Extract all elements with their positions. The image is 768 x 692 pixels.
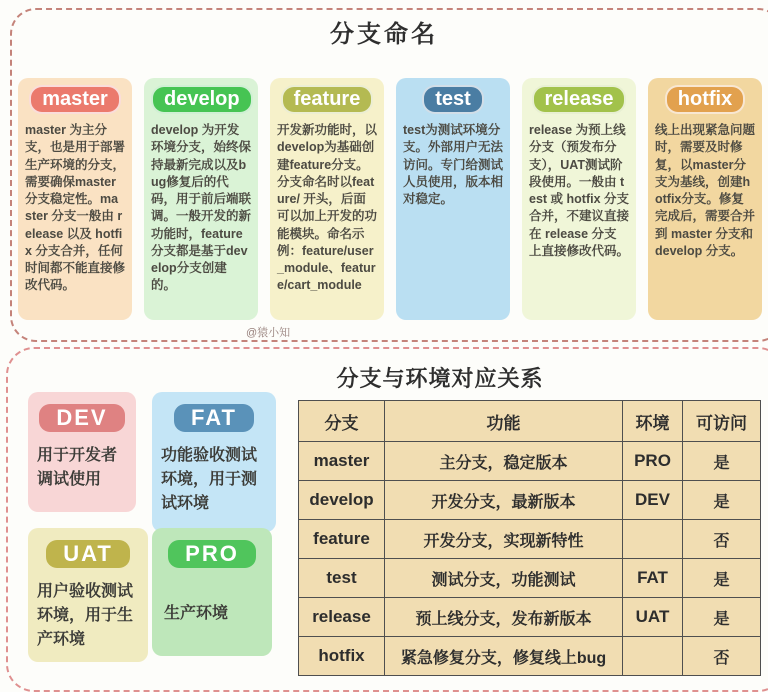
branch-description: release 为预上线分支（预发布分支），UAT测试阶段使用。一般由 test 或 hotfix 分支合并，不建议直接在 release 分支上直接修改代码。	[529, 123, 630, 258]
branch-environment-table	[298, 400, 761, 676]
table-cell-develop-1: 开发分支，最新版本	[385, 481, 623, 520]
table-cell-develop-3: 是	[683, 481, 761, 520]
table-cell-master-2: PRO	[623, 442, 683, 481]
environment-description: 用户验收测试环境，用于生产环境	[37, 583, 134, 648]
table-cell-release-3: 是	[683, 598, 761, 637]
table-row-release	[299, 598, 761, 637]
watermark-handle: @猿小知	[243, 324, 293, 340]
table-cell-test-0: test	[299, 559, 385, 598]
table-header-2: 环境	[623, 401, 683, 442]
section-title-branch-naming: 分支命名	[330, 21, 438, 48]
table-row-hotfix	[299, 637, 761, 676]
branch-name-badge: release	[532, 85, 627, 114]
environment-name-badge: DEV	[39, 404, 124, 432]
table-cell-develop-2: DEV	[623, 481, 683, 520]
table-header-row	[299, 401, 761, 442]
environment-name-badge: FAT	[174, 404, 254, 432]
table-header-3: 可访问	[683, 401, 761, 442]
table-cell-master-0: master	[299, 442, 385, 481]
table-cell-test-2: FAT	[623, 559, 683, 598]
env-card-DEV	[28, 392, 136, 512]
table-cell-release-1: 预上线分支，发布新版本	[385, 598, 623, 637]
environment-description: 生产环境	[164, 605, 229, 622]
branch-name-badge: master	[29, 85, 121, 114]
table-cell-feature-3: 否	[683, 520, 761, 559]
section-title-branch-env-mapping: 分支与环境对应关系	[336, 366, 544, 391]
table-cell-hotfix-0: hotfix	[299, 637, 385, 676]
branch-name-badge: develop	[151, 85, 253, 114]
env-card-UAT	[28, 528, 148, 662]
branch-description: develop 为开发环境分支，始终保持最新完成以及bug修复后的代码，用于前后端联调。一般开发的新功能时，feature分支都是基于develop分支创建的。	[151, 123, 252, 293]
table-cell-feature-0: feature	[299, 520, 385, 559]
branch-name-badge: hotfix	[665, 85, 745, 114]
table-cell-hotfix-2	[623, 637, 683, 676]
branch-description: master 为主分支，也是用于部署生产环境的分支，需要确保master分支稳定性。master 分支一般由 release 以及 hotfix 分支合并，任何时间都不能直接修改代码。	[25, 123, 126, 293]
table-cell-hotfix-1: 紧急修复分支，修复线上bug	[385, 637, 623, 676]
branch-card-feature	[270, 78, 384, 320]
env-card-FAT	[152, 392, 276, 532]
table-row-master	[299, 442, 761, 481]
branch-name-badge: feature	[281, 85, 374, 114]
branch-card-develop	[144, 78, 258, 320]
branch-description: 线上出现紧急问题时，需要及时修复，以master分支为基线，创建hotfix分支。修复完成后，需要合并到 master 分支和 develop 分支。	[655, 123, 756, 258]
table-header-0: 分支	[299, 401, 385, 442]
branch-card-release	[522, 78, 636, 320]
table-cell-master-1: 主分支，稳定版本	[385, 442, 623, 481]
table-row-feature	[299, 520, 761, 559]
branch-cards-row	[18, 78, 762, 320]
table-cell-feature-2	[623, 520, 683, 559]
branch-card-test	[396, 78, 510, 320]
environment-description: 功能验收测试环境，用于测试环境	[161, 447, 258, 512]
environment-name-badge: UAT	[46, 540, 130, 568]
table-cell-test-3: 是	[683, 559, 761, 598]
table-cell-master-3: 是	[683, 442, 761, 481]
table-row-test	[299, 559, 761, 598]
branch-card-master	[18, 78, 132, 320]
branch-description: 开发新功能时，以develop为基础创建feature分支。分支命名时以feature/ 开头，后面可以加上开发的功能模块。命名示例：feature/user_module、feature/cart_module	[277, 123, 378, 293]
table-header-1: 功能	[385, 401, 623, 442]
branch-card-hotfix	[648, 78, 762, 320]
environment-name-badge: PRO	[168, 540, 256, 568]
env-card-PRO	[152, 528, 272, 656]
branch-description: test为测试环境分支。外部用户无法访问。专门给测试人员使用，版本相对稳定。	[403, 123, 504, 206]
table-cell-test-1: 测试分支，功能测试	[385, 559, 623, 598]
branch-name-badge: test	[422, 85, 484, 114]
table-cell-release-2: UAT	[623, 598, 683, 637]
table-row-develop	[299, 481, 761, 520]
table-cell-develop-0: develop	[299, 481, 385, 520]
environment-description: 用于开发者调试使用	[37, 447, 118, 488]
table-cell-feature-1: 开发分支，实现新特性	[385, 520, 623, 559]
table-cell-release-0: release	[299, 598, 385, 637]
table-cell-hotfix-3: 否	[683, 637, 761, 676]
